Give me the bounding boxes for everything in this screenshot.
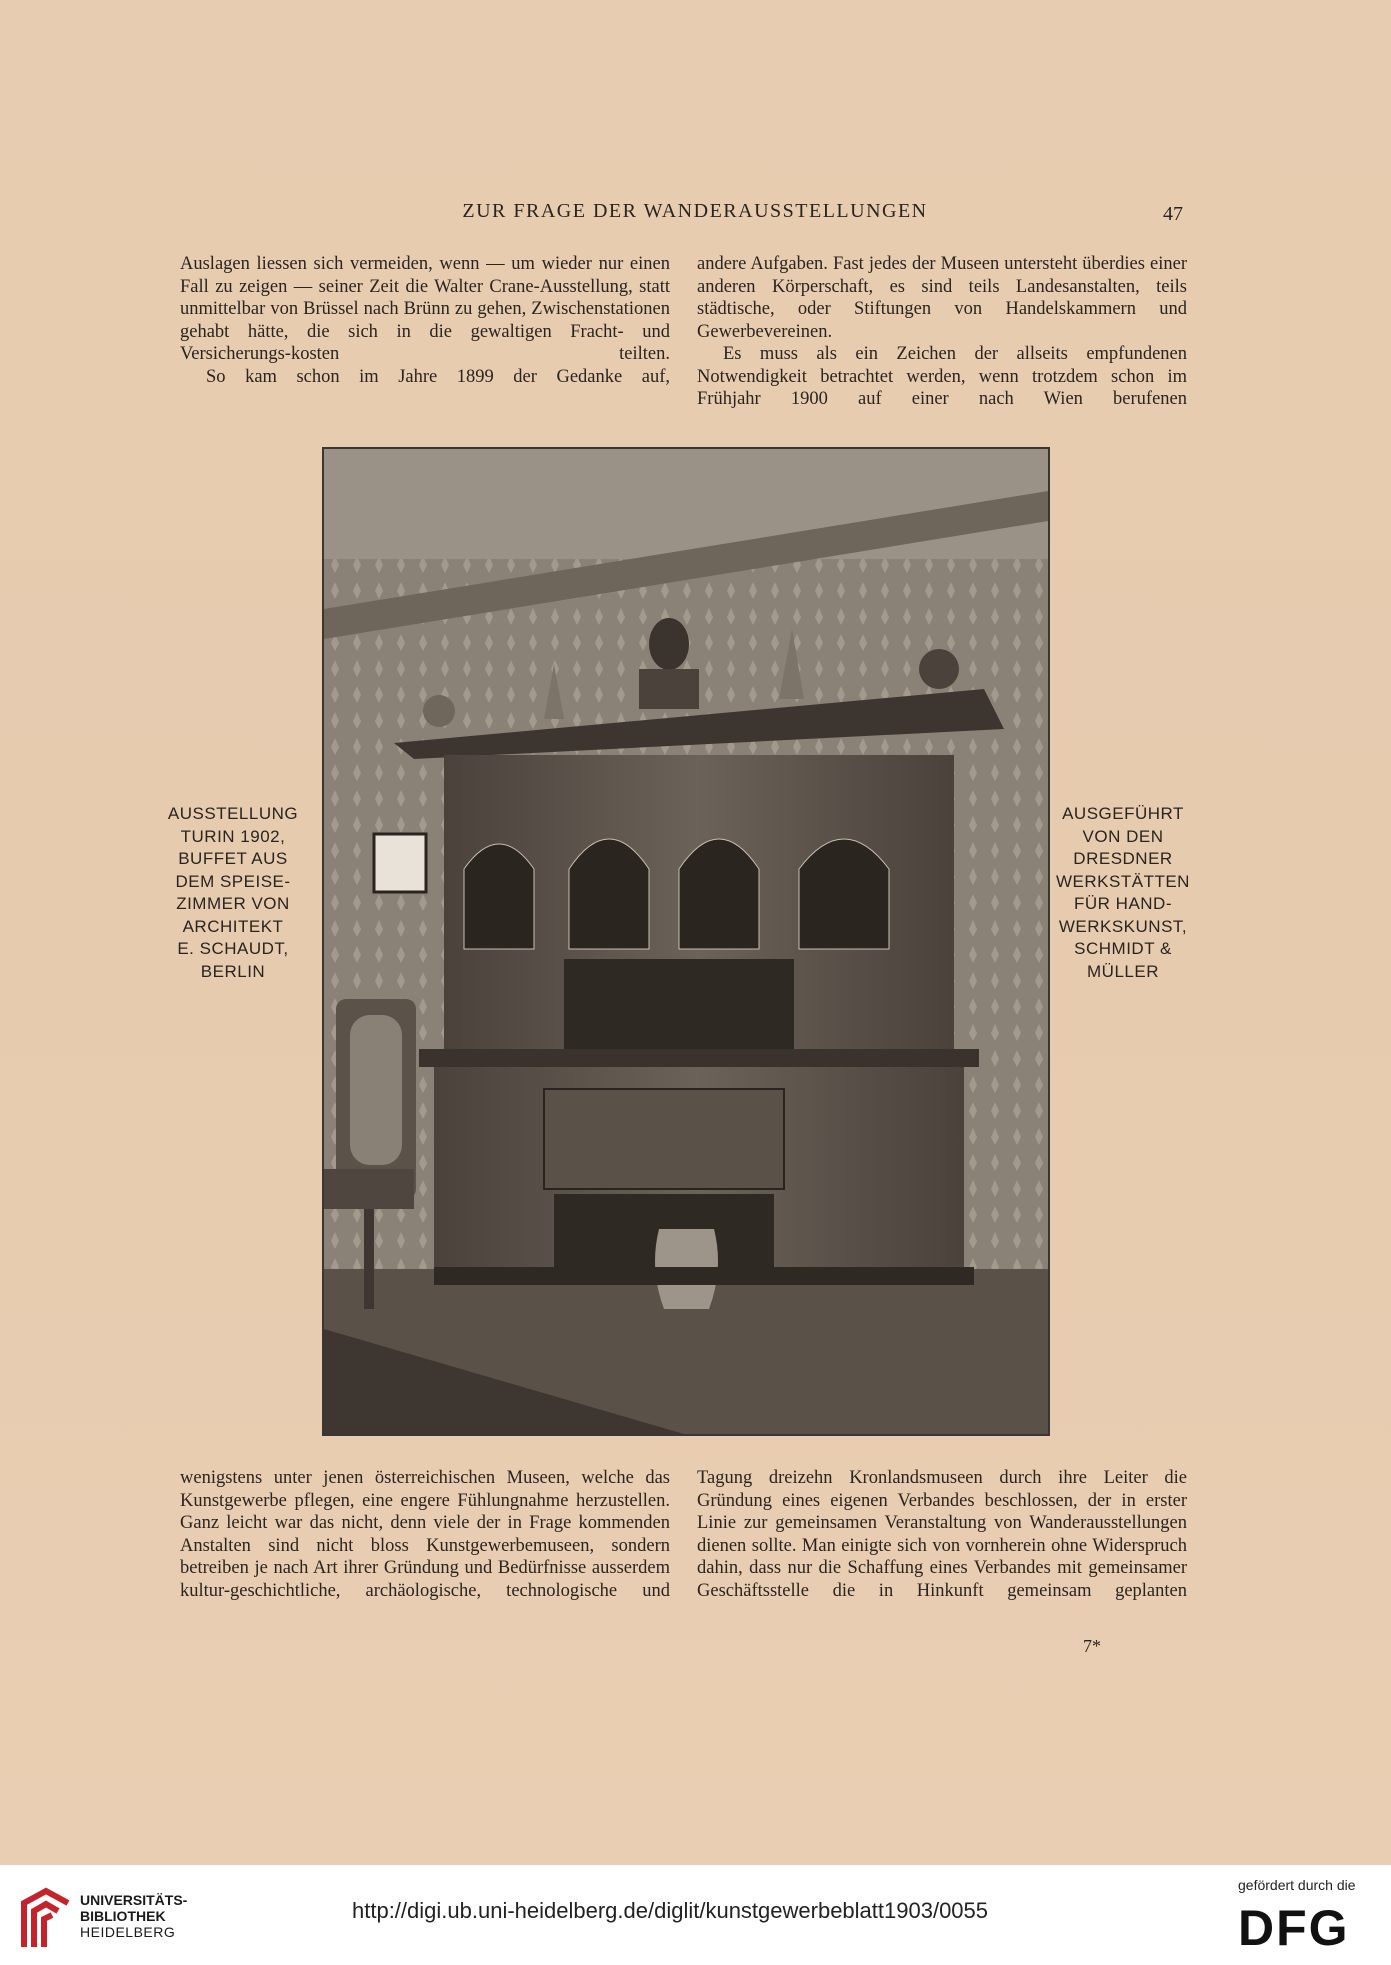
text-column-right-bottom bbox=[697, 1467, 1187, 1602]
caption-line: WERKSKUNST, bbox=[1058, 916, 1188, 936]
library-logo-mark bbox=[24, 1891, 68, 1947]
paragraph: Auslagen liessen sich vermeiden, wenn — um wieder nur einen Fall zu zeigen — seiner Zeit die Walter Crane-Ausstellung, statt unmittelbar von Brüssel nach Brünn zu gehen, Zwischenstationen gehabt hätte, die sich in die gewaltigen Fracht- und Versicherungs-kosten teilten. bbox=[180, 254, 670, 364]
digitization-footer bbox=[0, 1865, 1391, 1965]
permalink-url[interactable]: http://digi.ub.uni-heidelberg.de/diglit/kunstgewerbeblatt1903/0055 bbox=[352, 1898, 989, 1923]
library-logo-icon bbox=[16, 1885, 76, 1953]
caption-line: WERKSTÄTTEN bbox=[1056, 871, 1190, 891]
page-number: 47 bbox=[1163, 203, 1183, 225]
caption-line: BUFFET AUS bbox=[178, 849, 288, 868]
paragraph: wenigstens unter jenen österreichischen Museen, welche das Kunstgewerbe pflegen, eine engere Fühlungnahme herzustellen. Ganz leicht war das nicht, denn viele der in Frage kommenden Anstalten sind nicht bloss Kunstgewerbemuseen, sondern betreiben je nach Art ihrer Gründung und Bedürfnisse ausserdem kultur-geschichtliche, archäologische, technologische und bbox=[180, 1468, 670, 1601]
paragraph: andere Aufgaben. Fast jedes der Museen untersteht überdies einer anderen Körperschaft, es sind teils Landesanstalten, teils städtische, oder Stiftungen von Handelskammern und Gewerbevereinen. bbox=[697, 254, 1187, 342]
paragraph: So kam schon im Jahre 1899 der Gedanke auf, bbox=[206, 366, 670, 387]
text-column-left-top bbox=[180, 253, 670, 388]
caption-line: AUSSTELLUNG bbox=[167, 804, 299, 823]
paragraph: Tagung dreizehn Kronlandsmuseen durch ihre Leiter die Gründung eines eigenen Verbandes beschlossen, der in erster Linie zur gemeinsamen Veranstaltung von Wanderausstellungen dienen sollte. Man einigte sich von vornherein ohne Widerspruch dahin, dass nur die Schaffung eines Verbandes mit gemeinsamer Geschäftsstelle die in Hinkunft gemeinsam geplanten bbox=[697, 1468, 1187, 1601]
figure-caption-right bbox=[1038, 803, 1208, 983]
buffet-illustration bbox=[324, 449, 1048, 1434]
caption-line: SCHMIDT & bbox=[1074, 939, 1172, 958]
library-name-line: BIBLIOTHEK bbox=[80, 1908, 166, 1924]
running-title: ZUR FRAGE DER WANDERAUSSTELLUNGEN bbox=[462, 200, 928, 222]
caption-line: DRESDNER bbox=[1073, 849, 1173, 868]
caption-line: TURIN 1902, bbox=[180, 826, 286, 846]
caption-line: AUSGEFÜHRT bbox=[1062, 804, 1184, 823]
caption-line: DEM SPEISE- bbox=[175, 871, 291, 891]
buffet-photograph bbox=[322, 447, 1050, 1436]
caption-line: E. SCHAUDT, bbox=[177, 939, 289, 958]
caption-line: FÜR HAND- bbox=[1074, 894, 1172, 913]
text-column-left-bottom bbox=[180, 1467, 670, 1602]
caption-line: ARCHITEKT bbox=[182, 916, 284, 936]
library-name-line: HEIDELBERG bbox=[80, 1924, 176, 1940]
signature-mark: 7* bbox=[1083, 1636, 1101, 1656]
dfg-logo: DFG bbox=[1238, 1900, 1350, 1956]
text-column-right-top bbox=[697, 253, 1187, 411]
figure-caption-left bbox=[148, 803, 318, 983]
caption-line: VON DEN bbox=[1082, 826, 1164, 846]
funded-by-label: gefördert durch die bbox=[1238, 1877, 1356, 1893]
caption-line: ZIMMER VON bbox=[176, 894, 290, 913]
library-name-line: UNIVERSITÄTS- bbox=[80, 1892, 188, 1908]
paragraph: Es muss als ein Zeichen der allseits empfundenen Notwendigkeit betrachtet werden, wenn trotzdem schon im Frühjahr 1900 auf einer nach Wien berufenen bbox=[697, 344, 1187, 409]
library-name bbox=[80, 1892, 187, 1940]
caption-line: BERLIN bbox=[200, 961, 266, 981]
caption-line: MÜLLER bbox=[1087, 961, 1159, 981]
